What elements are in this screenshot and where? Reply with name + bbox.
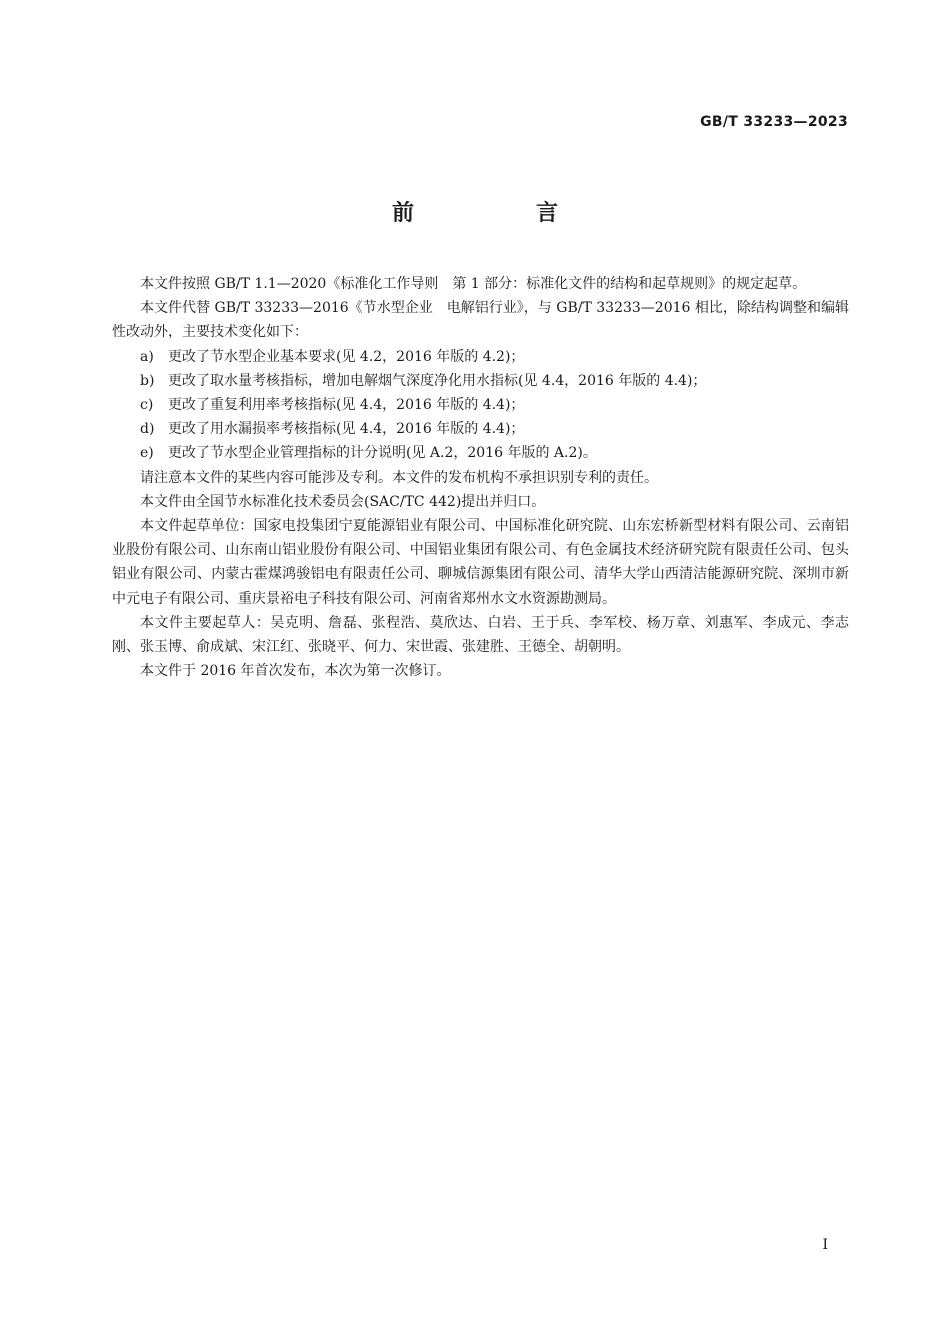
- paragraph-drafting-rules: 本文件按照 GB/T 1.1—2020《标准化工作导则 第 1 部分：标准化文件的结构和起草规则》的规定起草。: [140, 276, 807, 292]
- paragraph-drafters: 本文件主要起草人：吴克明、詹磊、张程浩、莫欣达、白岩、王于兵、李军校、杨万章、刘惠军、李成元、李志刚、张玉博、俞成斌、宋江红、张晓平、何力、宋世霞、张建胜、王德全、胡朝明。: [112, 614, 849, 656]
- list-item: [112, 369, 849, 393]
- list-marker: b): [140, 372, 155, 389]
- paragraph-patent-notice: 请注意本文件的某些内容可能涉及专利。本文件的发布机构不承担识别专利的责任。: [140, 469, 658, 486]
- foreword-body: [112, 272, 849, 683]
- list-marker: d): [140, 421, 155, 438]
- paragraph-history: 本文件于 2016 年首次发布，本次为第一次修订。: [140, 663, 451, 680]
- list-item: [112, 417, 849, 441]
- list-item-text: 更改了节水型企业基本要求(见 4.2，2016 年版的 4.2)；: [168, 348, 525, 365]
- list-item: [112, 441, 849, 465]
- list-item: [112, 393, 849, 417]
- list-item-text: 更改了节水型企业管理指标的计分说明(见 A.2，2016 年版的 A.2)。: [168, 445, 597, 462]
- list-item-text: 更改了取水量考核指标，增加电解烟气深度净化用水指标(见 4.4，2016 年版的 4.4)；: [168, 372, 707, 389]
- list-item-text: 更改了重复利用率考核指标(见 4.4，2016 年版的 4.4)；: [168, 397, 525, 414]
- page-title: 前 言: [391, 201, 608, 226]
- paragraph-replacement: 本文件代替 GB/T 33233—2016《节水型企业 电解铝行业》，与 GB/T 33233—2016 相比，除结构调整和编辑性改动外，主要技术变化如下：: [112, 300, 849, 341]
- paragraph-drafting-units: 本文件起草单位：国家电投集团宁夏能源铝业有限公司、中国标准化研究院、山东宏桥新型材料有限公司、云南铝业股份有限公司、山东南山铝业股份有限公司、中国铝业集团有限公司、有色金属技术经济研究院有限责任公司、包头铝业有限公司、内蒙古霍煤鸿骏铝电有限责任公司、聊城信源集团有限公司、清华大学山西清洁能源研究院、深圳市新中元电子有限公司、重庆景裕电子科技有限公司、河南省郑州水文水资源勘测局。: [112, 518, 849, 607]
- document-code: GB/T 33233—2023: [700, 114, 848, 130]
- page-number: I: [822, 1237, 828, 1253]
- list-item-text: 更改了用水漏损率考核指标(见 4.4，2016 年版的 4.4)；: [168, 421, 525, 438]
- list-marker: c): [140, 397, 154, 414]
- paragraph-committee: 本文件由全国节水标准化技术委员会(SAC/TC 442)提出并归口。: [140, 493, 546, 510]
- list-marker: a): [140, 348, 154, 365]
- list-item: [112, 345, 849, 369]
- list-marker: e): [140, 445, 154, 462]
